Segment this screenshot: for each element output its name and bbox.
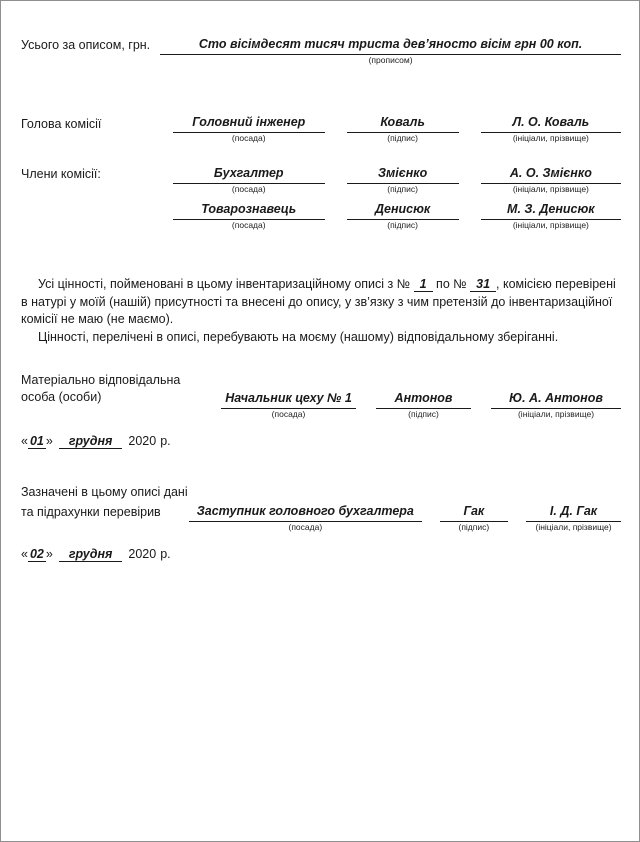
inventory-number-to: 31 (470, 277, 496, 292)
responsible-date-day: 01 (29, 434, 44, 449)
total-amount-in-words: Сто вісімдесят тисяч триста дев’яносто вісім грн 00 коп. (160, 37, 621, 55)
member1-position-cell (173, 166, 325, 194)
responsible-date-line (21, 434, 621, 448)
chairman-position-cell (173, 115, 325, 143)
signature-caption: (підпис) (387, 220, 418, 231)
statement-paragraph-1 (21, 276, 621, 329)
responsible-position-cell (221, 391, 356, 419)
signature-caption: (підпис) (458, 521, 490, 532)
signature-caption: (підпис) (387, 133, 418, 144)
responsible-position: Начальник цеху № 1 (221, 391, 356, 409)
member2-position: Товарознавець (173, 202, 325, 220)
initials-caption: (ініціали, прізвище) (512, 183, 589, 194)
initials-caption: (ініціали, прізвище) (535, 521, 612, 532)
chairman-label: Голова комісії (21, 116, 102, 131)
responsible-person-row (21, 372, 621, 419)
member2-signature: Денисюк (347, 202, 459, 220)
member2-initials: М. З. Денисюк (481, 202, 621, 220)
chairman-signature: Коваль (347, 115, 459, 133)
initials-caption: (ініціали, прізвище) (512, 220, 589, 231)
member1-initials: А. О. Змієнко (481, 166, 621, 184)
position-caption: (посада) (231, 133, 266, 144)
statement-text-3: , комісією перевірені в натурі у моїй (нашій) присутності та внесені до опису, у зв’язку з чим претензій до інвентаризаційної комісії не маю (не маємо). (21, 277, 616, 327)
responsible-label-line1: Матеріально відповідальна (21, 373, 181, 388)
quote-close: » (45, 434, 53, 449)
members-label: Члени комісії: (21, 167, 101, 182)
checked-date-era: р. (160, 546, 171, 561)
checked-initials-cell (526, 504, 621, 532)
position-caption: (посада) (271, 408, 306, 419)
responsible-label-line2: особа (особи) (21, 390, 102, 405)
member1-signature: Змієнко (347, 166, 459, 184)
responsible-initials: Ю. А. Антонов (491, 391, 621, 409)
checked-signature: Гак (440, 504, 508, 522)
checked-label-line1: Зазначені в цьому описі дані (21, 485, 188, 500)
chairman-initials-cell (481, 115, 621, 143)
total-label: Усього за описом, грн. (21, 38, 151, 53)
initials-caption: (ініціали, прізвище) (512, 133, 589, 144)
member1-signature-cell (347, 166, 459, 194)
quote-close: » (45, 546, 53, 561)
initials-caption: (ініціали, прізвище) (517, 408, 595, 419)
checked-row (21, 504, 621, 532)
statement-text-2: по № (432, 277, 471, 292)
members-label-spacer (21, 217, 151, 230)
member1-initials-cell (481, 166, 621, 194)
checked-position: Заступник головного бухгалтера (189, 504, 422, 522)
responsible-date-year: 2020 (128, 434, 157, 449)
total-amount-cell (160, 37, 621, 65)
responsible-date-month: грудня (59, 434, 123, 449)
responsible-signature-cell (376, 391, 471, 419)
position-caption: (посада) (231, 183, 266, 194)
member2-initials-cell (481, 202, 621, 230)
checked-initials: І. Д. Гак (526, 504, 621, 522)
member2-position-cell (173, 202, 325, 230)
responsible-initials-cell (491, 391, 621, 419)
signature-caption: (підпис) (387, 183, 418, 194)
member2-signature-cell (347, 202, 459, 230)
statement-block (21, 276, 621, 346)
quote-open: « (21, 546, 28, 561)
statement-text-1: Усі цінності, пойменовані в цьому інвентаризаційному описі з № (38, 277, 414, 292)
chairman-signature-cell (347, 115, 459, 143)
responsible-person-label (21, 372, 201, 419)
checked-date-month: грудня (59, 547, 123, 562)
chairman-position: Головний інженер (173, 115, 325, 133)
quote-open: « (21, 434, 28, 449)
chairman-row (21, 115, 621, 143)
checked-date-day: 02 (29, 546, 44, 561)
position-caption: (посада) (288, 521, 323, 532)
total-line-row (21, 37, 621, 65)
statement-paragraph-2: Цінності, перелічені в описі, перебувають на моєму (нашому) відповідальному зберіганні. (38, 329, 559, 344)
responsible-date-era: р. (160, 434, 171, 449)
checked-signature-cell (440, 504, 508, 532)
signature-caption: (підпис) (408, 408, 439, 419)
checked-label-line2: та підрахунки перевірив (21, 504, 161, 519)
responsible-signature: Антонов (376, 391, 471, 409)
checked-date-year: 2020 (128, 546, 157, 561)
total-caption: (прописом) (368, 55, 413, 65)
checked-block (21, 484, 621, 561)
inventory-number-from: 1 (414, 277, 433, 292)
member1-position: Бухгалтер (173, 166, 325, 184)
checked-date-line (21, 547, 621, 561)
position-caption: (посада) (231, 220, 266, 231)
member-row-1 (21, 166, 621, 194)
chairman-initials: Л. О. Коваль (481, 115, 621, 133)
member-row-2 (21, 202, 621, 230)
checked-position-cell (189, 504, 422, 532)
